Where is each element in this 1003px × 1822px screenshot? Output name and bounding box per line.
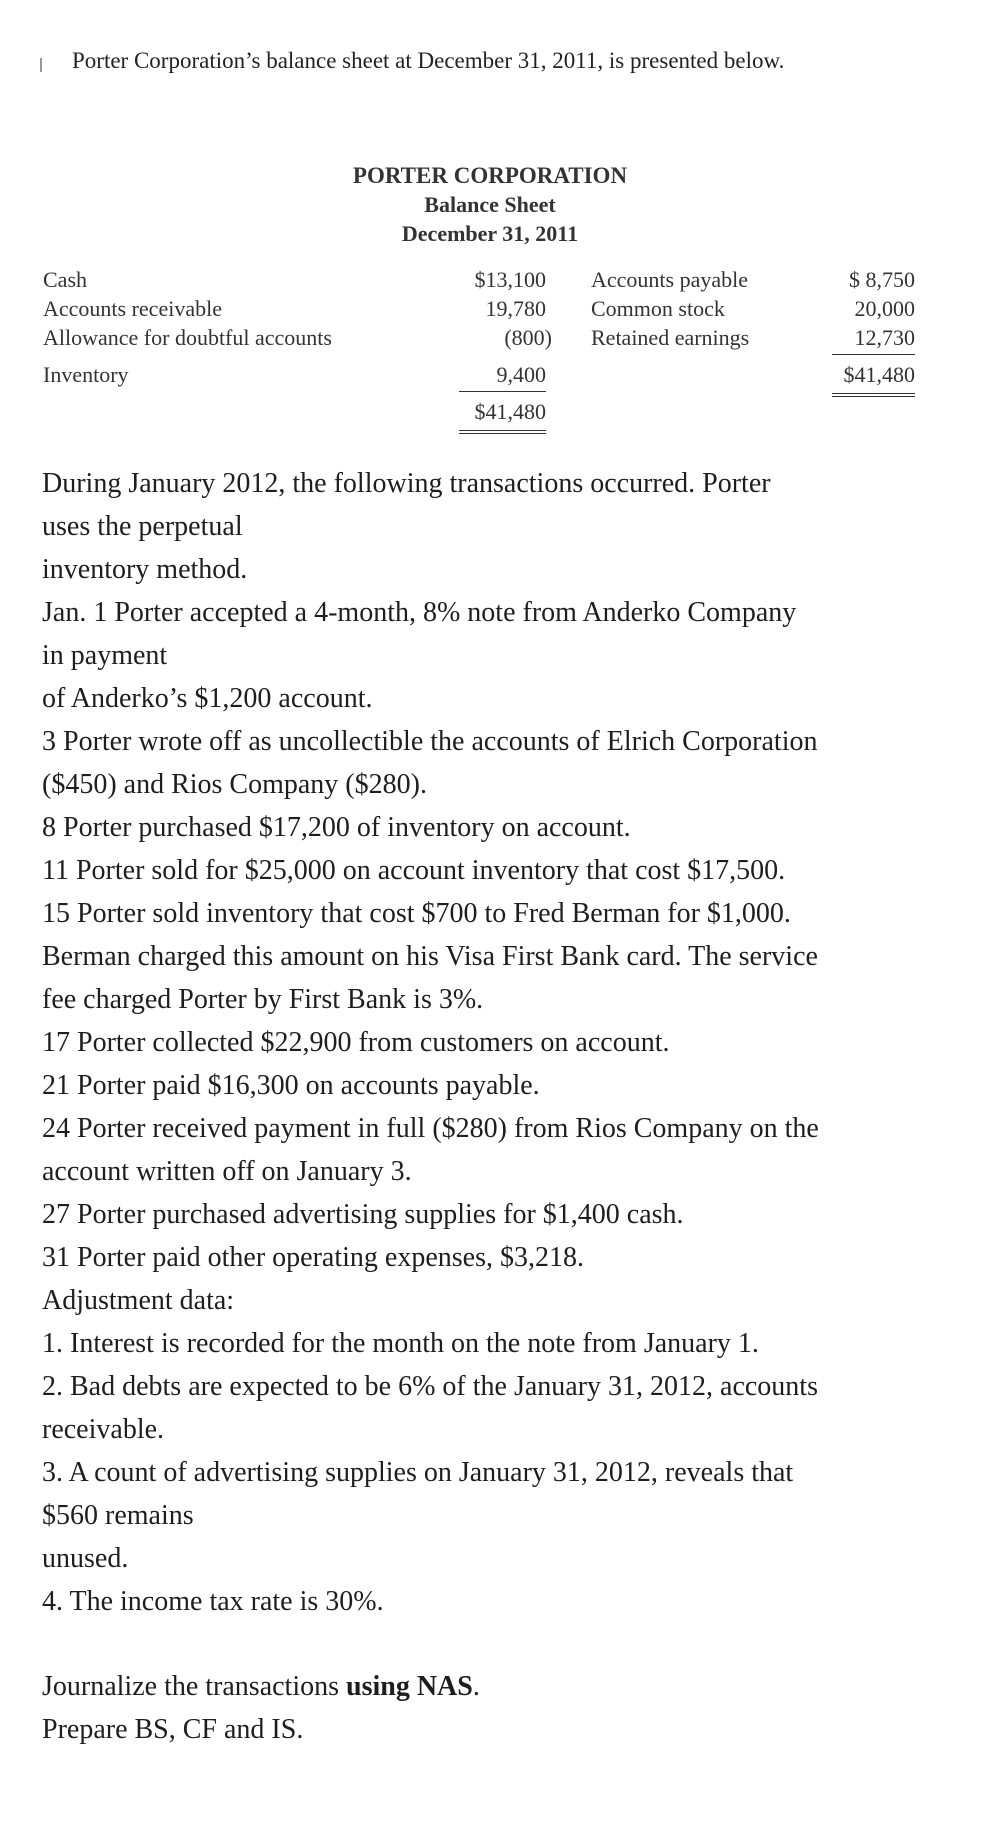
body-line: account written off on January 3. [42,1156,412,1187]
asset-label-allowance: Allowance for doubtful accounts [43,325,332,350]
le-total: $41,480 [843,362,915,387]
body-line: unused. [42,1543,129,1574]
transactions-text [42,462,987,1623]
instructions [42,1665,987,1751]
company-name: PORTER CORPORATION [352,163,628,188]
body-line: uses the perpetual [42,511,243,542]
le-amount-accounts-payable: $ 8,750 [849,267,915,292]
asset-label-accounts-receivable: Accounts receivable [43,296,222,321]
instruction-journalize-prefix: Journalize the transactions [42,1671,347,1702]
asset-amount-allowance: (800) [504,325,552,350]
le-label-retained-earnings: Retained earnings [591,325,750,350]
body-line: 17 Porter collected $22,900 from customers on account. [42,1027,670,1058]
body-line: Adjustment data: [42,1285,235,1316]
le-total-double-rule [832,393,915,397]
statement-title: Balance Sheet [424,192,556,217]
instruction-journalize-suffix: . [472,1671,480,1702]
le-amount-retained-earnings: 12,730 [854,325,915,350]
left-margin-marker [40,58,42,72]
instruction-journalize [42,1665,987,1708]
body-line: 4. The income tax rate is 30%. [42,1586,384,1617]
body-line: in payment [42,640,168,671]
body-line: fee charged Porter by First Bank is 3%. [42,984,484,1015]
assets-subtotal-rule [459,391,546,392]
body-line: 15 Porter sold inventory that cost $700 to Fred Berman for $1,000. [42,898,791,929]
body-line: inventory method. [42,554,248,585]
le-label-common-stock: Common stock [591,296,725,321]
body-line: 27 Porter purchased advertising supplies for $1,400 cash. [42,1199,684,1230]
body-line: ($450) and Rios Company ($280). [42,769,427,800]
asset-label-cash: Cash [43,267,87,292]
asset-label-inventory: Inventory [43,362,129,387]
instruction-prepare: Prepare BS, CF and IS. [42,1714,304,1745]
body-line: During January 2012, the following transactions occurred. Porter [42,468,771,499]
body-line: $560 remains [42,1500,194,1531]
le-subtotal-rule [832,354,915,355]
body-line: 3. A count of advertising supplies on January 31, 2012, reveals that [42,1457,794,1488]
body-line: receivable. [42,1414,165,1445]
intro-text: Porter Corporation’s balance sheet at December 31, 2011, is presented below. [72,48,785,73]
le-label-accounts-payable: Accounts payable [591,267,748,292]
body-line: 1. Interest is recorded for the month on the note from January 1. [42,1328,759,1359]
body-line: 11 Porter sold for $25,000 on account inventory that cost $17,500. [42,855,786,886]
body-line: 3 Porter wrote off as uncollectible the accounts of Elrich Corporation [42,726,818,757]
body-line: Berman charged this amount on his Visa First Bank card. The service [42,941,818,972]
asset-amount-inventory: 9,400 [496,362,546,387]
body-line: 31 Porter paid other operating expenses, $3,218. [42,1242,584,1273]
assets-total-double-rule [459,430,546,434]
body-line: of Anderko’s $1,200 account. [42,683,373,714]
body-line: 24 Porter received payment in full ($280) from Rios Company on the [42,1113,819,1144]
asset-amount-accounts-receivable: 19,780 [485,296,546,321]
assets-total: $41,480 [474,399,546,424]
body-line: 8 Porter purchased $17,200 of inventory on account. [42,812,631,843]
statement-date: December 31, 2011 [401,221,579,246]
body-line: 2. Bad debts are expected to be 6% of the January 31, 2012, accounts [42,1371,818,1402]
le-amount-common-stock: 20,000 [854,296,915,321]
asset-amount-cash: $13,100 [474,267,546,292]
body-line: 21 Porter paid $16,300 on accounts payable. [42,1070,540,1101]
body-line: Jan. 1 Porter accepted a 4-month, 8% note from Anderko Company [42,597,797,628]
instruction-journalize-emphasis: using NAS [346,1671,473,1702]
